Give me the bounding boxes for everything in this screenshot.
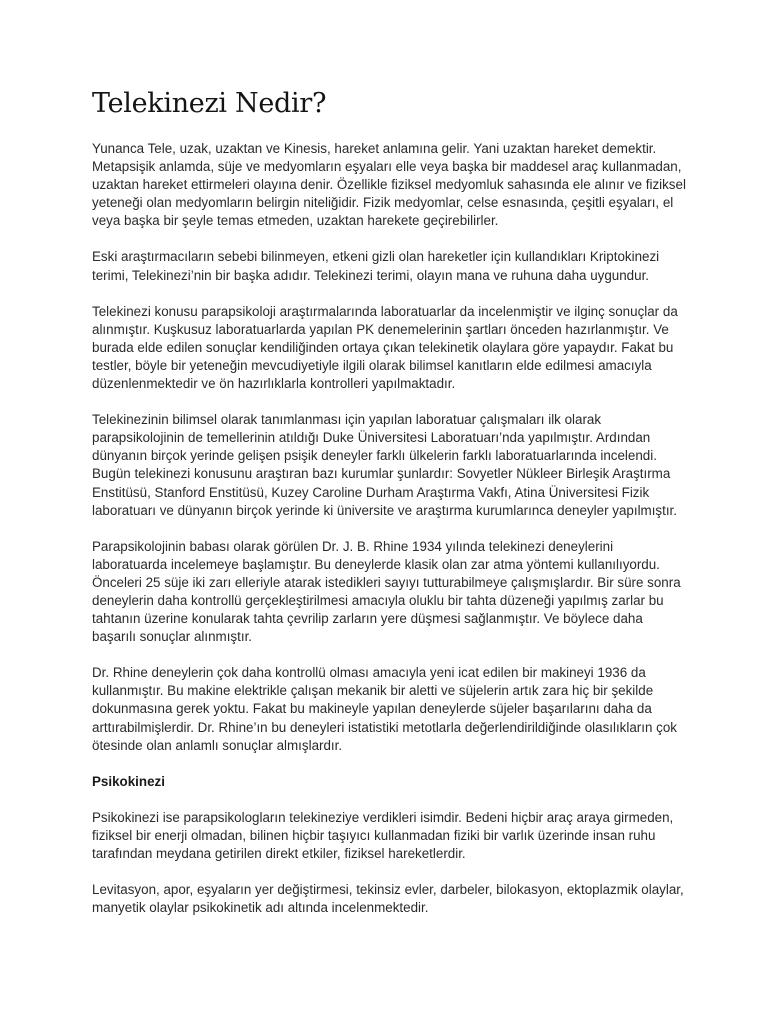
paragraph-institutions: Telekinezinin bilimsel olarak tanımlanması için yapılan laboratuar çalışmaları ilk olarak parapsikolojinin de temellerinin atıldığı Duke Üniversitesi Laboratuarı’nda yapılmıştır. Ardından dünyanın birçok yerinde gelişen psişik deneyler farklı ülkelerin farklı laboratuarlarında incelendi. Bugün telekinezi konusunu araştıran bazı kurumlar şunlardır: Sovyetler Nükleer Birleşik Araştırma Enstitüsü, Stanford Enstitüsü, Kuzey Caroline Durham Araştırma Vakfı, Atina Üniversitesi Fizik laboratuarı ve dünyanın birçok yerinde ki üniversite ve araştırma kurumlarınca deneyler yapılmıştır.	[92, 412, 677, 518]
paragraph-laboratory-research: Telekinezi konusu parapsikoloji araştırmalarında laboratuarlar da incelenmiştir ve ilginç sonuçlar da alınmıştır. Kuşkusuz laboratuarlarda yapılan PK denemelerinin şartları önceden hazırlanmıştır. Ve burada elde edilen sonuçlar kendiliğinden ortaya çıkan telekinetik olaylara göre yapaydır. Fakat bu testler, böyle bir yeteneğin mevcudiyetiyle ilgili olarak bilimsel kanıtların elde edilmesi amacıyla düzenlenmektedir ve ön hazırlıklarla kontrolleri yapılmaktadır.	[92, 303, 678, 392]
page-title: Telekinezi Nedir?	[92, 88, 327, 119]
paragraph-psikokinezi-phenomena: Levitasyon, apor, eşyaların yer değiştirmesi, tekinsiz evler, darbeler, bilokasyon, ektoplazmik olaylar, manyetik olaylar psikokinetik adı altında incelenmektedir.	[92, 882, 684, 916]
paragraph-rhine-1936: Dr. Rhine deneylerin çok daha kontrollü olması amacıyla yeni icat edilen bir makineyi 1936 da kullanmıştır. Bu makine elektrikle çalışan mekanik bir aletti ve süjelerin artık zara hiç bir şekilde dokunmasına gerek yoktu. Fakat bu makineyle yapılan deneylerde süjeler başarılarını daha da arttırabilmişlerdir. Dr. Rhine’ın bu deneyleri istatistiki metotlarla değerlendirildiğinde olasılıkların çok ötesinde olan anlamlı sonuçlar almışlardır.	[92, 665, 677, 753]
paragraph-psikokinezi-definition: Psikokinezi ise parapsikologların telekineziye verdikleri isimdir. Bedeni hiçbir araç araya girmeden, fiziksel bir enerji olmadan, bilinen hiçbir taşıyıcı kullanmadan fiziki bir varlık üzerinde insan ruhu tarafından meydana getirilen direkt etkiler, fiziksel hareketlerdir.	[92, 809, 674, 861]
paragraph-rhine-1934: Parapsikolojinin babası olarak görülen Dr. J. B. Rhine 1934 yılında telekinezi deneylerini laboratuarda incelemeye başlamıştır. Bu deneylerde klasik olan zar atma yöntemi kullanılıyordu. Önceleri 25 süje iki zarı elleriyle atarak istedikleri sayıyı tutturabilmeye çalışmışlardır. Bir süre sonra deneylerin daha kontrollü gerçekleştirilmesi amacıyla oluklu bir tahta düzeneği yapılmış zarlar bu tahtanın üzerine konularak tahta çevrilip zarların yere düşmesi sağlanmıştır. Ve böylece daha başarılı sonuçlar alınmıştır.	[92, 538, 681, 645]
paragraph-definition: Yunanca Tele, uzak, uzaktan ve Kinesis, hareket anlamına gelir. Yani uzaktan hareket demektir. Metapsişik anlamda, süje ve medyomların eşyaları elle veya başka bir maddesel araç kullanmadan, uzaktan hareket ettirmeleri olayına denir. Özellikle fiziksel medyomluk sahasında ele alınır ve fiziksel yeteneği olan medyomların belirgin niteliğidir. Fizik medyomlar, celse esnasında, çeşitli eşyaları, el veya başka bir şeyle temas etmeden, uzaktan harekete geçirebilirler.	[92, 141, 686, 229]
document-page	[92, 86, 688, 935]
paragraph-kriptokinezi: Eski araştırmacıların sebebi bilinmeyen, etkeni gizli olan hareketler için kullandıkları Kriptokinezi terimi, Telekinezi’nin bir başka adıdır. Telekinezi terimi, olayın mana ve ruhuna daha uygundur.	[92, 249, 660, 283]
section-heading-psikokinezi: Psikokinezi	[92, 773, 165, 789]
